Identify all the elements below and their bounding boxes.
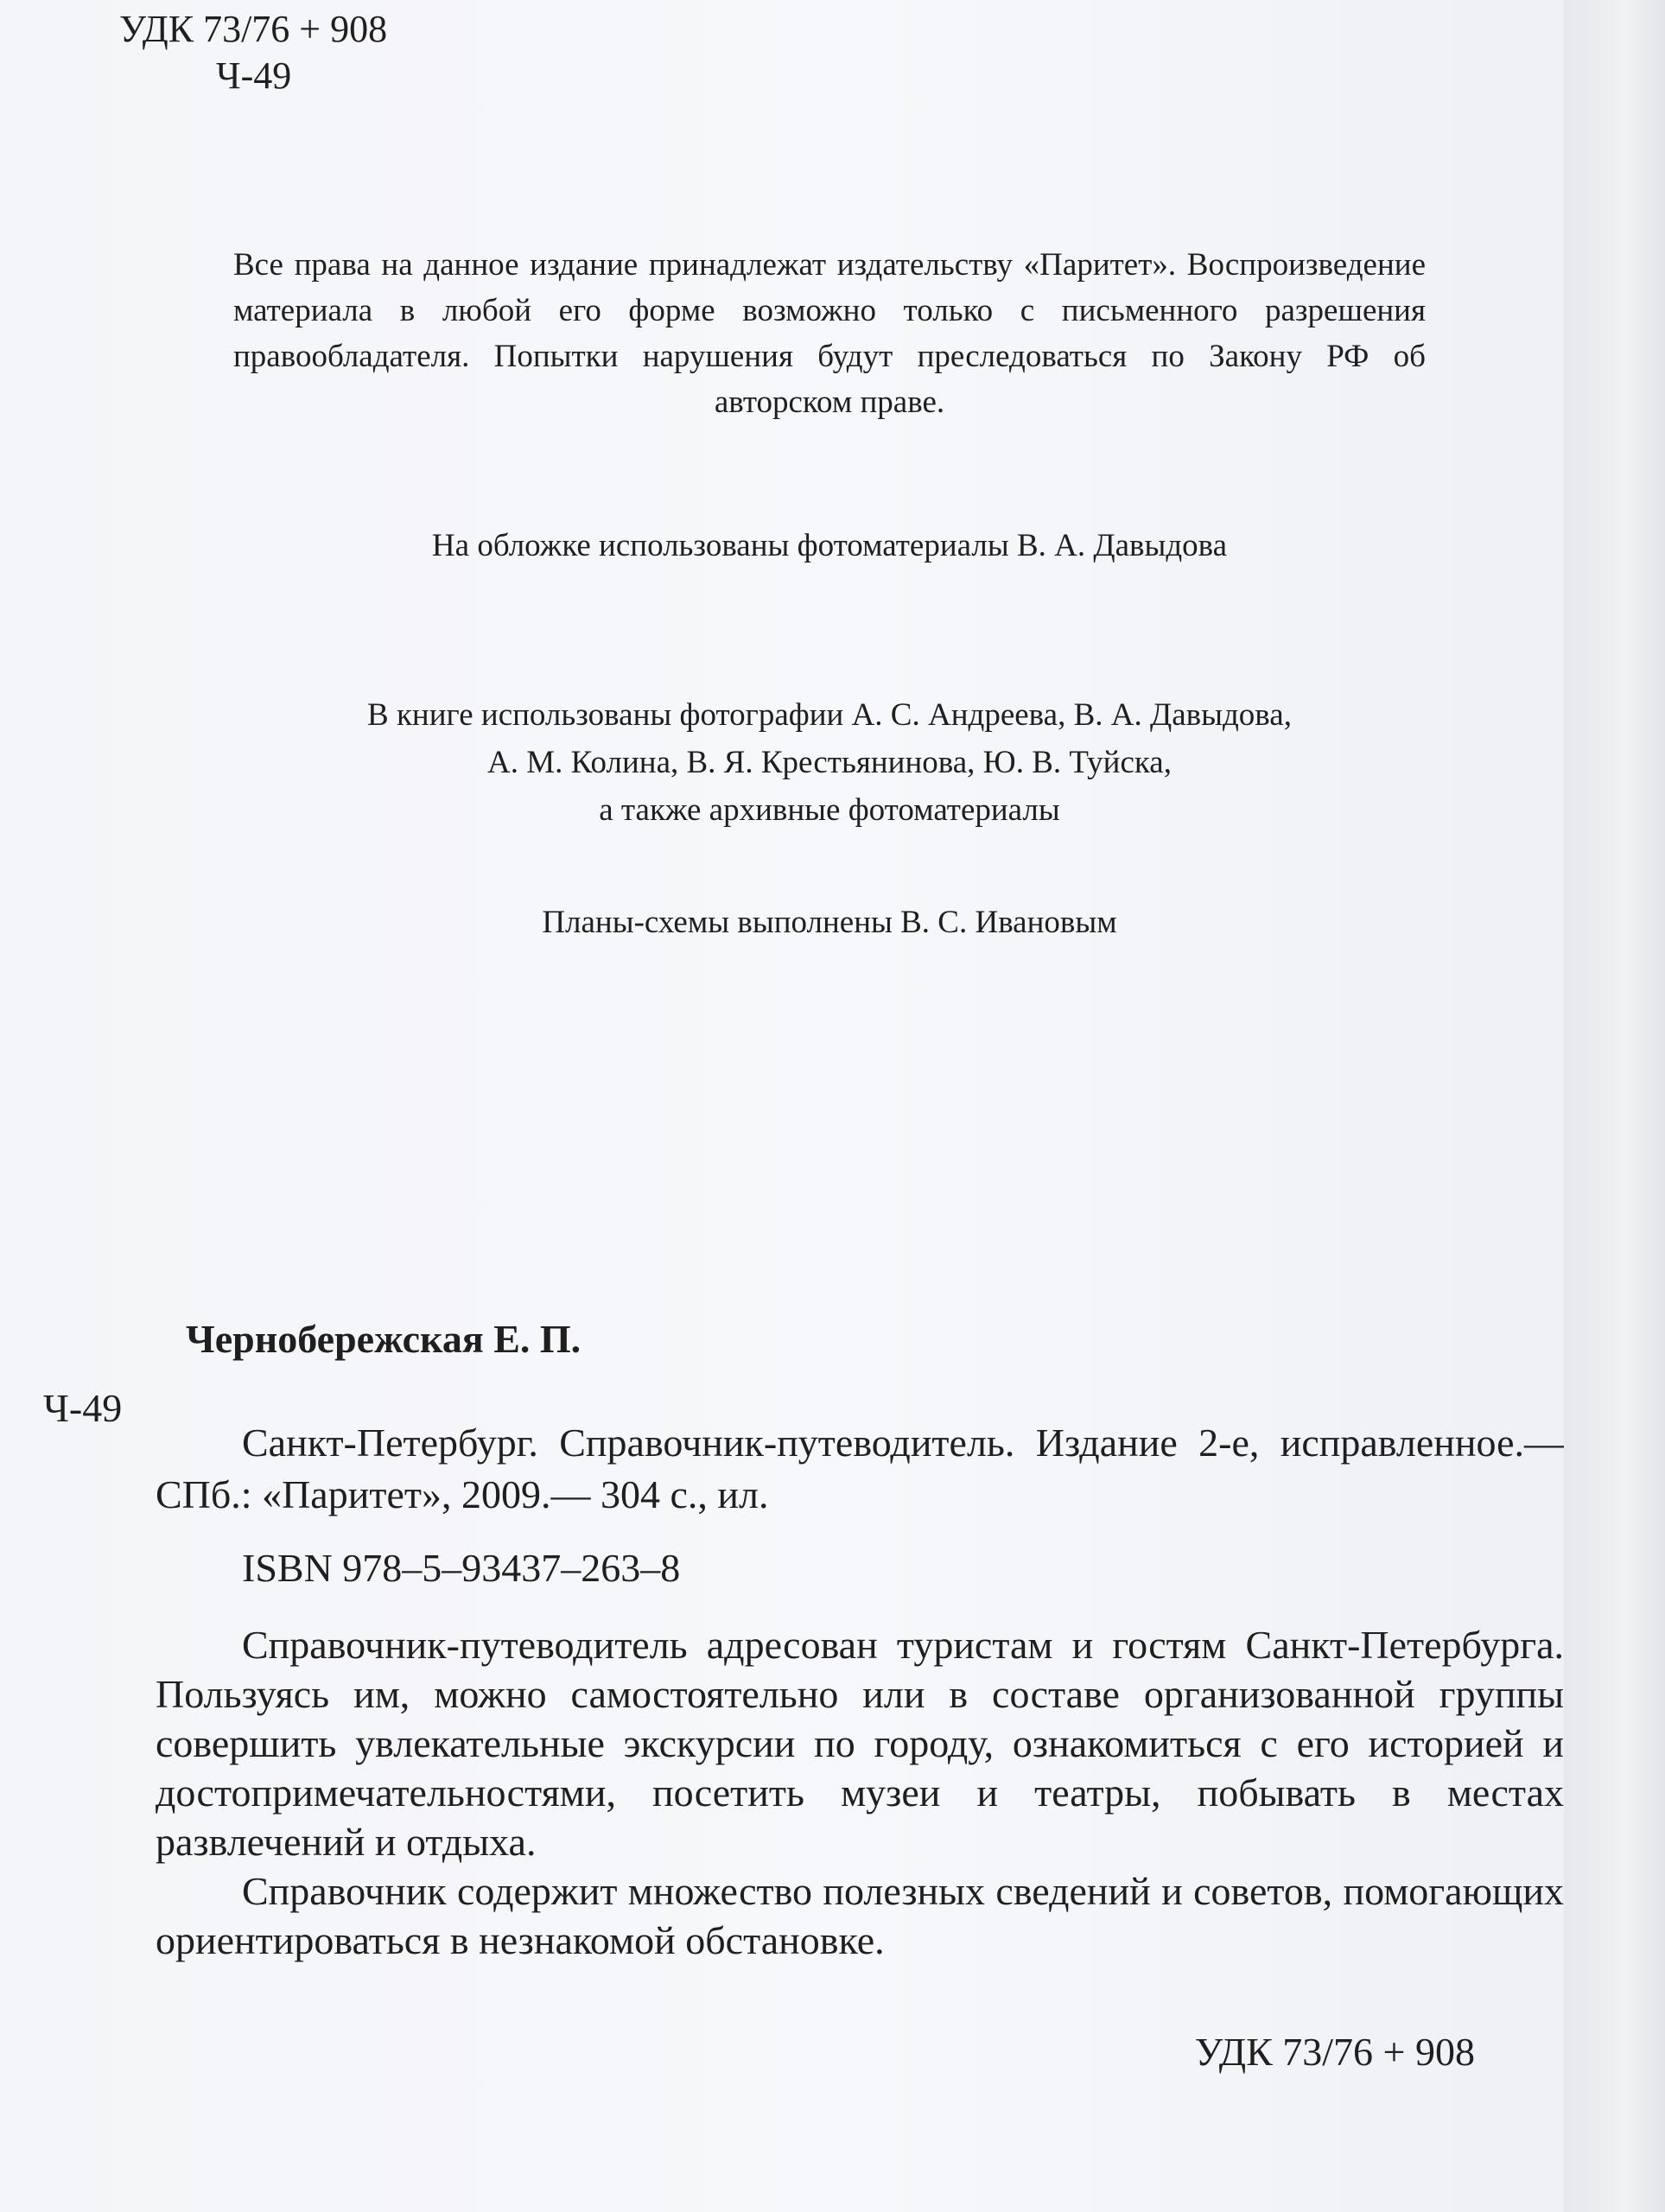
author-sign-top: Ч-49 xyxy=(216,54,292,97)
maps-credit: Планы-схемы выполнены В. С. Ивановым xyxy=(542,905,1117,940)
photo-credits xyxy=(233,691,1426,834)
author-sign: Ч-49 xyxy=(43,1386,123,1430)
udk-code-top: УДК 73/76 + 908 xyxy=(119,8,388,50)
photo-credits-line: а также архивные фотоматериалы xyxy=(599,792,1060,828)
annotation-paragraph: Справочник-путеводитель адресован туристам и гостям Санкт-Петербурга. Пользуясь им, можно самостоятельно или в составе организованной группы совершить увлекательные экскурсии по городу, ознакомиться с его историей и достопримечательностями, посетить музеи и театры, побывать в местах развлечений и отдыха. xyxy=(156,1623,1564,1864)
cover-photo-credit: На обложке использованы фотоматериалы В. А. Давыдова xyxy=(431,528,1228,563)
photo-credits-line: В книге использованы фотографии А. С. Андреева, В. А. Давыдова, xyxy=(367,697,1292,733)
page-edge xyxy=(1564,0,1665,2212)
catalog-author: Чернобережская Е. П. xyxy=(186,1317,581,1361)
copyright-notice: Все права на данное издание принадлежат издательству «Паритет». Воспроизведение материала в любой его форме возможно только с письменного разрешения правообладателя. Попытки нарушения будут преследоваться по Закону РФ об авторском праве. xyxy=(233,247,1426,420)
photo-credits-line: А. М. Колина, В. Я. Крестьянинова, Ю. В. Туйска, xyxy=(487,745,1172,780)
isbn: ISBN 978–5–93437–263–8 xyxy=(242,1546,681,1590)
annotation-paragraph: Справочник содержит множество полезных сведений и советов, помогающих ориентироваться в незнакомой обстановке. xyxy=(156,1869,1564,1962)
udk-code-bottom: УДК 73/76 + 908 xyxy=(1194,2030,1475,2074)
bibliographic-record: Санкт-Петербург. Справочник-путеводитель. Издание 2-е, исправленное.— СПб.: «Паритет», 2009.— 304 с., ил. xyxy=(156,1421,1564,1516)
annotation xyxy=(156,1620,1564,1965)
